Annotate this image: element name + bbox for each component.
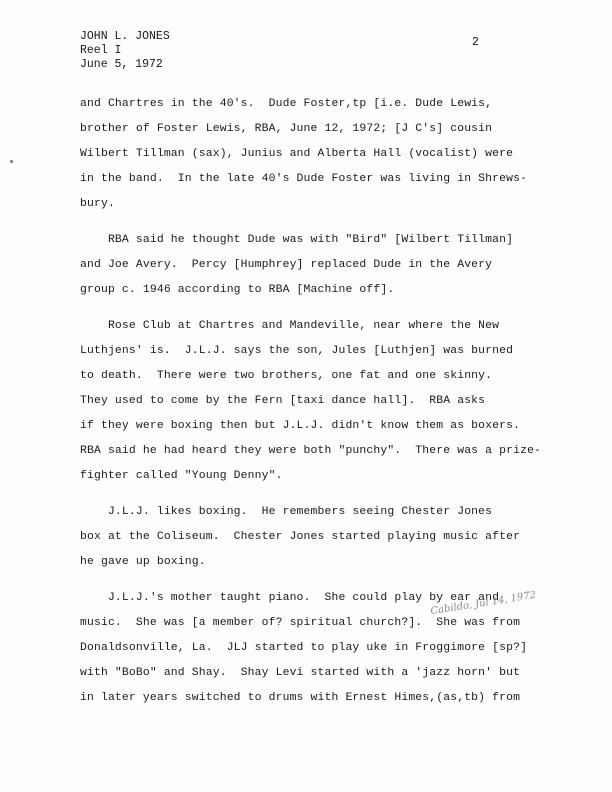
transcript-line: to death. There were two brothers, one fat and one skinny.	[80, 370, 493, 382]
transcript-line: fighter called "Young Denny".	[80, 470, 283, 482]
document-header	[80, 30, 170, 72]
page-number: 2	[472, 36, 479, 49]
transcript-line: in the band. In the late 40's Dude Foster was living in Shrews-	[80, 173, 528, 185]
transcript-line: Rose Club at Chartres and Mandeville, near where the New	[80, 320, 500, 332]
handwritten-annotation: Cabildo, Jul 14, 1972	[429, 589, 537, 618]
transcript-line: Donaldsonville, La. JLJ started to play uke in Froggimore [sp?]	[80, 642, 528, 654]
transcript-line: with "BoBo" and Shay. Shay Levi started with a 'jazz horn' but	[80, 667, 521, 679]
transcript-line: RBA said he thought Dude was with "Bird" [Wilbert Tillman]	[80, 234, 514, 246]
transcript-line: Wilbert Tillman (sax), Junius and Alberta Hall (vocalist) were	[80, 148, 514, 160]
transcript-line: box at the Coliseum. Chester Jones started playing music after	[80, 531, 521, 543]
transcript-line: J.L.J. likes boxing. He remembers seeing Chester Jones	[80, 506, 493, 518]
transcript-line: brother of Foster Lewis, RBA, June 12, 1972; [J C's] cousin	[80, 123, 493, 135]
transcript-line: J.L.J.'s mother taught piano. She could play by ear and	[80, 592, 500, 604]
header-reel: Reel I	[80, 44, 122, 57]
header-name: JOHN L. JONES	[80, 30, 170, 43]
transcript-line: They used to come by the Fern [taxi dance hall]. RBA asks	[80, 395, 486, 407]
transcript-line: group c. 1946 according to RBA [Machine off].	[80, 284, 395, 296]
transcript-line: and Joe Avery. Percy [Humphrey] replaced Dude in the Avery	[80, 259, 493, 271]
transcript-line: and Chartres in the 40's. Dude Foster,tp [i.e. Dude Lewis,	[80, 98, 493, 110]
transcript-line: RBA said he had heard they were both "punchy". There was a prize-	[80, 445, 542, 457]
header-date: June 5, 1972	[80, 58, 163, 71]
transcript-line: if they were boxing then but J.L.J. didn't know them as boxers.	[80, 420, 521, 432]
margin-mark	[10, 160, 13, 163]
transcript-line: bury.	[80, 198, 115, 210]
transcript-line: Luthjens' is. J.L.J. says the son, Jules [Luthjen] was burned	[80, 345, 514, 357]
transcript-line: music. She was [a member of? spiritual church?]. She was from	[80, 617, 521, 629]
transcript-line: in later years switched to drums with Ernest Himes,(as,tb) from	[80, 692, 521, 704]
transcript-line: he gave up boxing.	[80, 556, 206, 568]
